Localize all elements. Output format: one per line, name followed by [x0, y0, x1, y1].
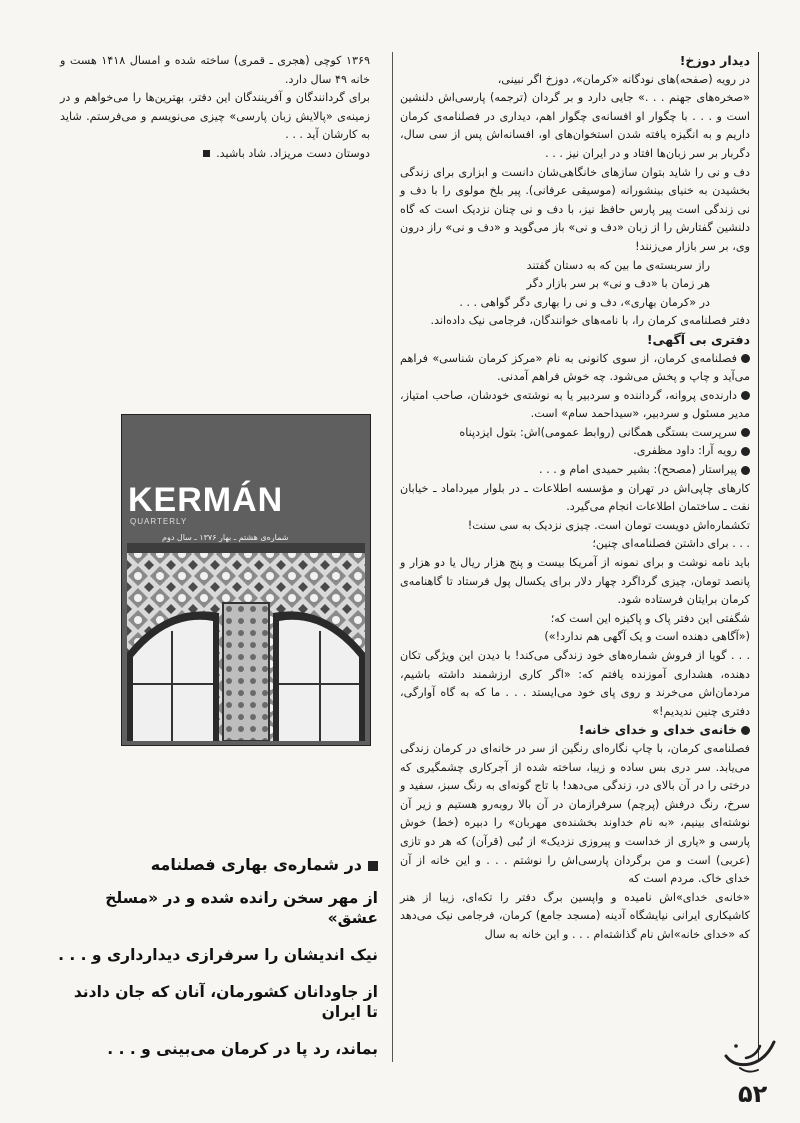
section-heading-daftar: دفتری بی آگهی!: [646, 331, 750, 347]
paragraph: ۱۳۶۹ کوچی (هجری ـ قمری) ساخته شده و امسال ۱۴۱۸ هست و خانه ۴۹ سال دارد.: [60, 54, 370, 86]
column-divider: [392, 52, 393, 1062]
left-column: [60, 52, 370, 164]
cover-title: KERMÁN: [128, 481, 284, 519]
paragraph: «خانه‌ی خدای»اش نامیده و واپسین برگ دفتر را تکه‌ای، زیبا از هنر کاشیکاری ایرانی نیایشگاه آدینه (مسجد جامع) کرمان، فرجامی نیک می‌دهد که «خدای خانه»اش نام گذاشته‌ام . . . و این خانه به سال: [400, 890, 750, 941]
promo-title: در شماره‌ی بهاری فصلنامه: [58, 855, 378, 874]
paragraph: «صخره‌های جهنم . . .» جایی دارد و بر گردان (ترجمه) پارسی‌اش دلنشین است و . . . با چگوار او افسانه‌ی چگوار اهم، دیداری در فصلنامه‌ی کرمان داریم و به انگیزه یافته شدن استخوان‌های او، افسانه‌اش پس از سی سال، دگربار بر سر زبان‌ها افتاد و در ایران نیز . . .: [400, 91, 750, 160]
paragraph: («آگاهی دهنده است و یک آگهی هم ندارد!»): [544, 630, 750, 644]
right-margin-rule: [758, 52, 759, 1062]
tile-arch-artwork: [127, 543, 365, 741]
right-column: [400, 52, 750, 945]
paragraph: دفتر فصلنامه‌ی کرمان را، با نامه‌های خوانندگان، فرجامی نیک داده‌اند.: [430, 314, 750, 328]
paragraph: . . . گویا از فروش شماره‌های خود زندگی می‌کند! با دیدن این ویژگی تکان دهنده، هشداری آموزنده یافتم که: «اگر کاری ارزشمند داشته باشیم، مردمان‌اش می‌خرند و روی پای خود می‌ایستد . . . ما که به گاه آوارگی، دفتری چنین ندیدیم!»: [400, 649, 750, 718]
bullet-icon: [741, 354, 750, 363]
poem-line: هر زمان با «دف و نی» بر سر بازار دگر: [526, 277, 710, 291]
bullet-icon: [741, 428, 750, 437]
promo-line: نیک اندیشان را سرفرازی دیدارداری و . . .: [58, 946, 378, 964]
end-mark-icon: [203, 150, 210, 157]
cover-issue-line: شماره‌ی هشتم ـ بهار ۱۳۷۶ ـ سال دوم: [162, 533, 289, 542]
paragraph: تکشماره‌اش دویست تومان است. چیزی نزدیک به سی سنت!: [467, 518, 750, 532]
paragraph: برای گردانندگان و آفرینندگان این دفتر، بهترین‌ها را می‌خواهم و در زمینه‌ی «پالایش زبان پارسی» چیزی می‌نویسم و می‌فرستم. شاید به کارشان آید . . .: [60, 91, 370, 142]
promo-line: بماند، رد پا در کرمان می‌بینی و . . .: [107, 1040, 378, 1058]
bullet-icon: [741, 726, 750, 735]
kerman-calligraphy-logo: [720, 1034, 780, 1078]
paragraph: دف و نی را شاید بتوان سازهای خانگاهی‌شان دانست و ابزاری برای زندگی بخشیدن به خنیای بینشورانه (موسیقی عرفانی). پیر بلخ مولوی را با دف و نی زندگی است پیر پارس حافظ نیز، با دف و نی چنان نزدیک است که گاه دلنشین گفتارش را از زبان «دف و نی» باز می‌گوید و «دف و نی» راز درون وی، بر سر بازار می‌زنند!: [400, 165, 750, 253]
paragraph: باید نامه نوشت و برای نمونه از آمریکا بیست و پنج هزار ریال یا دو هزار و پانصد تومان، چیزی گرداگرد چهار دلار برای یکسال پول فرستاد تا گاهنامه‌ی کرمان برایتان فرستاده شود.: [400, 556, 750, 607]
paragraph: . . . برای داشتن فصلنامه‌ای چنین؛: [592, 537, 750, 551]
promo-line: از جاودانان کشورمان، آنان که جان دادند تا ایران: [73, 983, 378, 1021]
promo-line: از مهر سخن رانده شده و در «مسلخ عشق»: [105, 889, 378, 927]
page-number: ۵۲: [738, 1080, 768, 1108]
magazine-cover-image: [121, 414, 371, 746]
paragraph: کارهای چاپی‌اش در تهران و مؤسسه اطلاعات ـ در بلوار میرداماد ـ خیابان نفت ـ ساختمان اطلاعات انجام می‌گیرد.: [400, 481, 750, 514]
bullet-icon: [741, 466, 750, 475]
bullet-item: سرپرست بستگی همگانی (روابط عمومی)اش: بتول ایزدپناه: [400, 424, 750, 443]
bullet-item: پیراستار (مصحح): بشیر حمیدی امام و . . .: [400, 461, 750, 480]
bullet-item: دارنده‌ی پروانه، گرداننده و سردبیر یا به نوشته‌ی خودشان، صاحب امتیاز، مدیر مسئول و سردبیر، «سیداحمد سام» است.: [400, 388, 750, 421]
section-heading-dozakh: دیدار دوزخ!: [679, 53, 750, 68]
section-heading-khane: خانه‌ی خدای و خدای خانه!: [400, 721, 750, 740]
bullet-icon: [741, 391, 750, 400]
bullet-item: رویه آرا: داود مظفری.: [400, 442, 750, 461]
paragraph: دوستان دست مریزاد. شاد باشید.: [60, 145, 370, 164]
square-bullet-icon: [368, 861, 378, 871]
bullet-icon: [741, 447, 750, 456]
paragraph: در رویه (صفحه)های نودگانه «کرمان»، دوزخ اگر نبینی،: [497, 72, 750, 86]
cover-subtitle: QUARTERLY: [130, 517, 188, 526]
poem-line: راز سربسته‌ی ما بین که به دستان گفتند: [526, 258, 710, 272]
paragraph: فصلنامه‌ی کرمان، با چاپ نگاره‌ای رنگین از سر در خانه‌ای در کرمان زندگی می‌یابد. سر دری بس ساده و زیبا، ساخته شده از آجرکاری چشمگیری که درختی را در آن بالای در، زندگی می‌دهد! با تاج گونه‌ای به رنگ سبز، سفید و سرخ، رنگ درفش (پرچم) سرفرازمان در آن بالا روبه‌رو هستیم و زیر آن نوشته‌ای بینیم، «به نام خداوند بخشنده‌ی مهربان» را دبیره (خط) خوش پارسی و «یاری از خداست و پیروزی نزدیک» از نُبی (قرآن) که هر دو تازی (عربی) است و من برگردان پارسی‌اش را نوشتم . . . و این خانه از آن خدای خاک. مردم است که: [400, 741, 750, 886]
poem-line: در «کرمان بهاری»، دف و نی را بهاری دگر گواهی . . .: [459, 295, 710, 309]
paragraph: شگفتی این دفتر پاک و پاکیزه این است که؛: [550, 611, 750, 625]
promo-block: [58, 855, 378, 1076]
bullet-item: فصلنامه‌ی کرمان، از سوی کانونی به نام «مرکز کرمان شناسی» فراهم می‌آید و چاپ و پخش می‌شود. چه خوش فراهم آمدنی.: [400, 351, 750, 384]
